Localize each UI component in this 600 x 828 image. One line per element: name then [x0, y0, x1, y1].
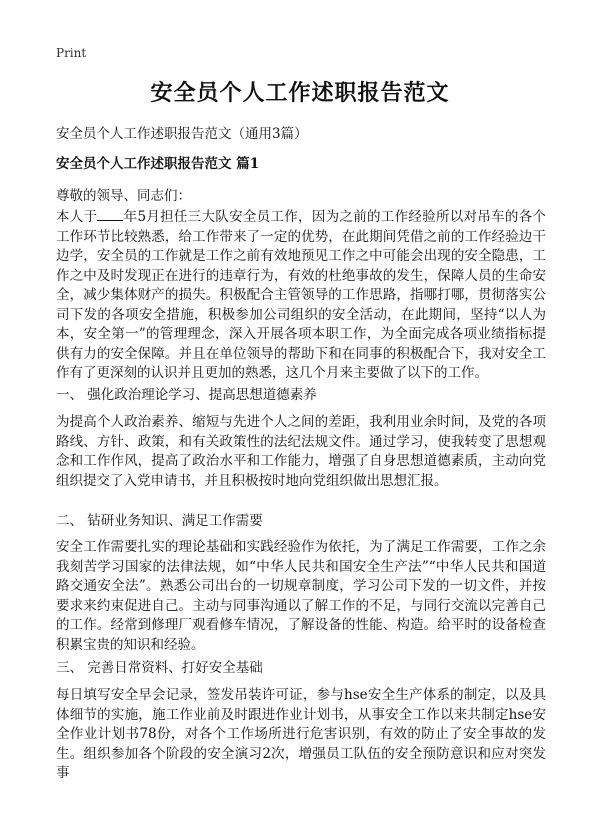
paragraph-records: 每日填写安全早会记录，签发吊装许可证，参与hse安全生产体系的制定，以及具体细节的实施，施工作业前及时跟进作业计划书，从事安全工作以来共制定hse安全作业计划书78份，对各个工作场所进行危害识别，有效的防止了安全事故的发生。组织参加各个阶段的安全演习2次，增强员工队伍的安全预防意识和应对突发事	[56, 687, 546, 781]
intro-body: 年5月担任三大队安全员工作，因为之前的工作经验所以对吊车的各个工作环节比较熟悉，给工作带来了一定的优势，在此期间凭借之前的工作经验边干边学，安全员的工作就是工作之前有效地预见工作之中可能会出现的安全隐患，工作之中及时发现正在进行的违章行为，有效的杜绝事故的发生，保障人员的生命安全，减少集体财产的损失。积极配合主管领导的工作思路，指哪打哪，贯彻落实公司下发的各项安全措施，积极参加公司组织的安全活动，在此期间，坚持“以人为本，安全第一”的管理理念，深入开展各项本职工作，为全面完成各项业绩指标提供有力的安全保障。并且在单位领导的帮助下和在同事的积极配合下，我对安全工作有了更深刻的认识并且更加的熟悉，这几个月来主要做了以下的工作。	[56, 209, 546, 381]
section-title: 安全员个人工作述职报告范文 篇1	[56, 156, 260, 172]
paragraph-knowledge: 安全工作需要扎实的理论基础和实践经验作为依托，为了满足工作需要，工作之余我刻苦学习国家的法律法规，如“中华人民共和国安全生产法”“中华人民共和国道路交通安全法”。熟悉公司出台的一切规章制度，学习公司下发的一切文件，并按要求来约束促进自己。主动与同事沟通以了解工作的不足，与同行交流以完善自己的工作。经常到修理厂观看修车情况，了解设备的性能、构造。给平时的设备检查积累宝贵的知识和经验。	[56, 539, 546, 653]
document-title: 安全员个人工作述职报告范文	[150, 80, 450, 106]
print-label[interactable]: Print	[56, 46, 87, 60]
heading-three: 三、 完善日常资料、打好安全基础	[56, 660, 263, 676]
heading-one: 一、 强化政治理论学习、提高思想道德素养	[56, 387, 317, 403]
greeting: 尊敬的领导、同志们：	[56, 188, 191, 204]
paragraph-intro	[56, 208, 546, 384]
paragraph-politics: 为提高个人政治素养、缩短与先进个人之间的差距，我利用业余时间，及党的各项路线、方针、政策，和有关政策性的法纪法规文件。通过学习，使我转变了思想观念和工作作风，提高了政治水平和工作能力，增强了自身思想道德素质，主动向党组织提交了入党申请书，并且积极按时地向党组织做出思想汇报。	[56, 414, 546, 489]
intro-prefix: 本人于	[56, 209, 98, 225]
blank-line	[97, 208, 123, 221]
document-subtitle: 安全员个人工作述职报告范文（通用3篇）	[56, 126, 308, 142]
heading-two: 二、 钻研业务知识、满足工作需要	[56, 513, 263, 529]
